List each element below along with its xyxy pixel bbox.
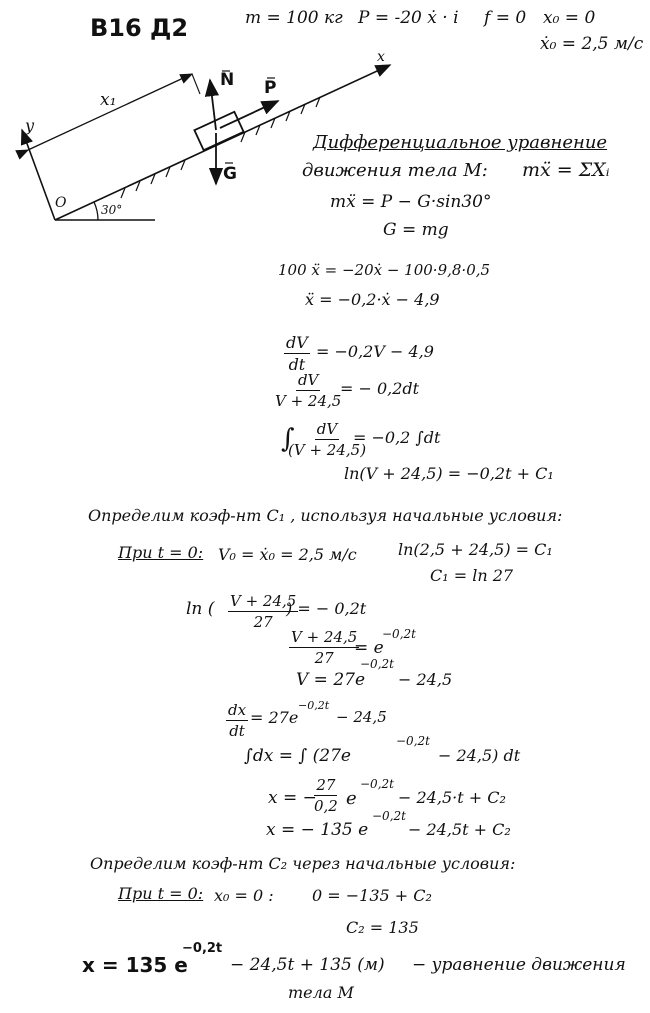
x-eq-simplified-exponent: −0,2t <box>372 809 406 823</box>
velocity-eq: V = 27e <box>296 670 366 690</box>
x-eq-exponent: −0,2t <box>360 777 394 791</box>
mass-given: m = 100 кг <box>245 8 343 28</box>
integral-sign: ∫ <box>281 424 295 454</box>
x-eq-e: e <box>346 788 357 809</box>
label-y: y <box>25 116 35 135</box>
integral-dx-exponent: −0,2t <box>396 734 430 748</box>
c2-condition: При t = 0: <box>118 884 204 903</box>
fraction-integral: $\frac{dV}{(V + 24,5)}$ <box>288 420 367 459</box>
x-eq-prefix: x = − <box>268 788 317 808</box>
exp-eq-fraction: $\frac{V + 24,5}{27}$ <box>291 628 358 667</box>
x-eq-simplified-tail: − 24,5t + C₂ <box>408 820 511 839</box>
label-x: x <box>377 49 385 65</box>
equation-5-rhs: = −0,2V − 4,9 <box>316 342 434 361</box>
diff-eq-heading-line2: движения тела M: <box>302 160 488 181</box>
dx-dt-fraction: $\frac{dx}{dt}$ <box>228 701 247 740</box>
x-eq-simplified: x = − 135 e <box>266 820 369 840</box>
fraction-dV-dt: $\frac{dV}{dt}$ <box>286 333 308 374</box>
newton-law: mẍ = ΣXᵢ <box>522 159 610 181</box>
dx-dt-rhs: = 27e <box>250 708 299 727</box>
exp-eq-rhs: = e <box>354 638 384 658</box>
variant-label: В16 Д2 <box>90 14 189 42</box>
y-axis <box>22 130 55 220</box>
label-N: N <box>220 70 235 90</box>
label-origin: O <box>55 195 67 211</box>
velocity-eq-exponent: −0,2t <box>360 657 394 671</box>
c2-result: C₂ = 135 <box>346 918 419 937</box>
dx-dt-exponent: −0,2t <box>298 699 330 712</box>
ln-eq-fraction: $\frac{V + 24,5}{27}$ <box>230 592 297 631</box>
label-P: P <box>264 78 277 98</box>
equation-3: 100 ẍ = −20ẋ − 100·9,8·0,5 <box>278 261 491 279</box>
x0-given: x₀ = 0 <box>543 8 596 28</box>
equation-6-rhs: = − 0,2dt <box>340 379 420 398</box>
c2-initial-position: x₀ = 0 : <box>214 886 274 905</box>
v0-given: ẋ₀ = 2,5 м/с <box>540 34 644 54</box>
friction-given: f = 0 <box>484 8 527 28</box>
integral-dx-tail: − 24,5) dt <box>438 746 521 765</box>
c1-result: C₁ = ln 27 <box>430 566 514 585</box>
exp-eq-exponent: −0,2t <box>382 627 416 641</box>
x-eq-fraction: $\frac{27}{0,2}$ <box>314 776 338 815</box>
angle-arc <box>94 202 98 220</box>
c1-initial-velocity: V₀ = ẋ₀ = 2,5 м/с <box>218 545 357 564</box>
final-label-2: тела M <box>288 983 354 1002</box>
equation-1: mẍ = P − G·sin30° <box>330 192 492 212</box>
label-G: G <box>223 164 237 184</box>
final-label-1: − уравнение движения <box>412 955 626 975</box>
c1-heading: Определим коэф-нт C₁ , используя начальные условия: <box>88 506 563 525</box>
x-eq-tail: − 24,5·t + C₂ <box>398 788 506 807</box>
ln-eq-open: ln ( <box>186 599 215 619</box>
integral-dx-eq: ∫dx = ∫ (27e <box>244 746 351 766</box>
equation-7-rhs: = −0,2 ∫dt <box>353 428 441 447</box>
label-x1: x₁ <box>100 90 117 110</box>
final-exponent: −0,2t <box>182 941 223 956</box>
velocity-eq-tail: − 24,5 <box>398 670 453 689</box>
equation-8: ln(V + 24,5) = −0,2t + C₁ <box>344 464 554 483</box>
label-angle: 30° <box>101 203 123 217</box>
fraction-dV-V: $\frac{dV}{V + 24,5}$ <box>275 371 342 410</box>
c1-condition: При t = 0: <box>118 543 204 562</box>
ln-eq-close: ) = − 0,2t <box>286 599 367 618</box>
final-equation: x = 135 e <box>82 953 188 977</box>
final-tail: − 24,5t + 135 (м) <box>230 955 385 975</box>
dx-dt-tail: − 24,5 <box>336 708 387 726</box>
force-given: P = -20 ẋ · i <box>358 8 459 28</box>
c2-heading: Определим коэф-нт C₂ через начальные условия: <box>90 854 516 873</box>
x1-dimension <box>28 74 192 150</box>
c2-equation: 0 = −135 + C₂ <box>312 886 432 905</box>
incline-hatching <box>121 97 320 198</box>
diff-eq-heading-line1: Дифференциальное уравнение <box>313 132 608 153</box>
equation-4: ẍ = −0,2·ẋ − 4,9 <box>305 290 440 309</box>
c1-ln-equation: ln(2,5 + 24,5) = C₁ <box>398 540 553 559</box>
equation-2: G = mg <box>383 220 449 240</box>
